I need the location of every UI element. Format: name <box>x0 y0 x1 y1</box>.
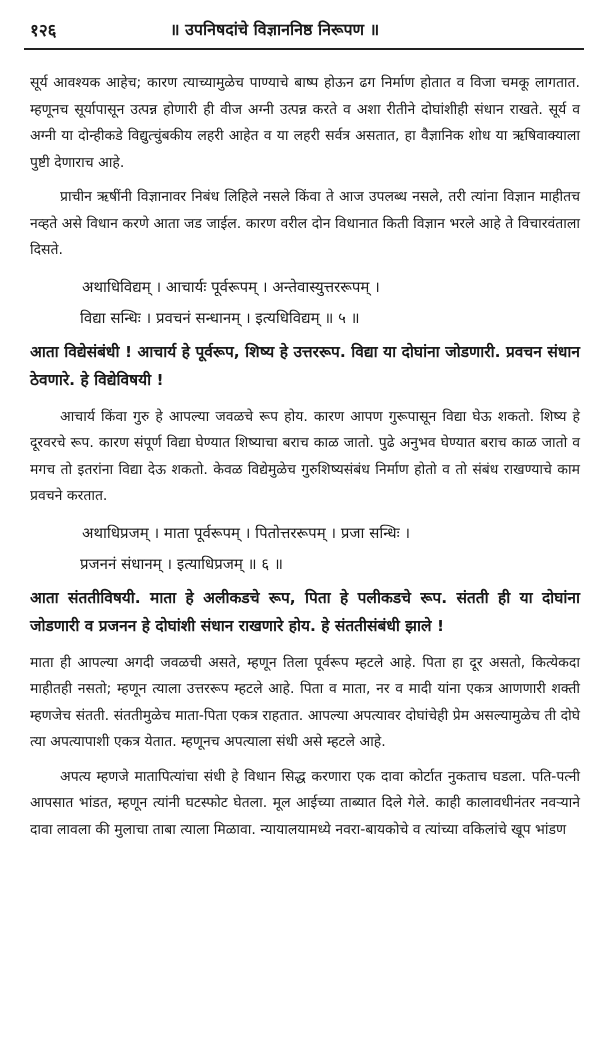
header-divider <box>24 48 584 50</box>
paragraph-ancient-science: प्राचीन ऋषींनी विज्ञानावर निबंध लिहिले नसले किंवा ते आज उपलब्ध नसले, तरी त्यांना विज्ञान माहीतच नव्हते असे विधान करणे आता जड जाईल. कारण वरील दोन विधानात किती विज्ञान भरले आहे ते विचारवंताला दिसते. <box>30 189 580 258</box>
running-title: ॥ उपनिषदांचे विज्ञाननिष्ठ निरूपण ॥ <box>170 20 380 39</box>
paragraph-mata-pita: माता ही आपल्या अगदी जवळची असते, म्हणून तिला पूर्वरूप म्हटले आहे. पिता हा दूर असतो, कित्येकदा माहीतही नसतो; म्हणून त्याला उत्तररूप म्हटले आहे. पिता व माता, नर व मादी यांना एकत्र आणणारी शक्ती म्हणजेच संतती. संततीमुळेच माता-पिता एकत्र राहतात. आपल्या अपत्यावर दोघांचेही प्रेम असल्यामुळेच ती दोघे त्या अपत्यापाशी एकत्र येतात. म्हणूनच अपत्याला संधी असे म्हटले आहे. <box>30 654 580 750</box>
page-header <box>30 14 580 50</box>
page-body <box>30 70 580 843</box>
paragraph-guru-shishya: आचार्य किंवा गुरु हे आपल्या जवळचे रूप होय. कारण आपण गुरूपासून विद्या घेऊ शकतो. शिष्य हे दूरवरचे रूप. कारण संपूर्ण विद्या घेण्यात शिष्याचा बराच काळ जातो. पुढे अनुभव घेण्यात बराच काळ जातो व मगच तो इतरांना विद्या देऊ शकतो. केवळ विद्येमुळेच गुरुशिष्यसंबंध निर्माण होतो व तो संबंध राखण्याचे काम प्रवचने करतात. <box>30 408 580 504</box>
sanskrit-verse-adhividyam <box>30 272 580 334</box>
verse-line: विद्या सन्धिः । प्रवचनं सन्धानम् । इत्यधिविद्यम् ॥ ५ ॥ <box>80 308 360 327</box>
book-page <box>0 14 600 1054</box>
verse-line: अथाधिविद्यम् । आचार्यः पूर्वरूपम् । अन्तेवास्युत्तररूपम् । <box>82 277 380 296</box>
paragraph-sun-agni: सूर्य आवश्यक आहेच; कारण त्याच्यामुळेच पाण्याचे बाष्प होऊन ढग निर्माण होतात व विजा चमकू लागतात. म्हणूनच सूर्यापासून उत्पन्न होणारी ही वीज अग्नी उत्पन्न करते व अशा रीतीने दोघांशीही संधान राखते. सूर्य व अग्नी या दोन्हीकडे विद्युत्चुंबकीय लहरी आहेत व या लहरी सर्वत्र असतात, हा वैज्ञानिक शोध या ऋषिवाक्याला पुष्टी देणाराच आहे. <box>30 75 580 171</box>
paragraph-vidya-meaning: आता विद्येसंबंधी ! आचार्य हे पूर्वरूप, शिष्य हे उत्तररूप. विद्या या दोघांना जोडणारी. प्रवचन संधान ठेवणारे. हे विद्येविषयी ! <box>30 342 580 389</box>
verse-line: प्रजननं संधानम् । इत्याधिप्रजम् ॥ ६ ॥ <box>80 554 283 573</box>
sanskrit-verse-adhiprajam <box>30 518 580 580</box>
verse-line: अथाधिप्रजम् । माता पूर्वरूपम् । पितोत्तररूपम् । प्रजा सन्धिः । <box>82 523 411 542</box>
paragraph-court-case: अपत्य म्हणजे मातापित्यांचा संधी हे विधान सिद्ध करणारा एक दावा कोर्टात नुकताच घडला. पति-पत्नी आपसात भांडत, म्हणून त्यांनी घटस्फोट घेतला. मूल आईच्या ताब्यात दिले गेले. काही कालावधीनंतर नवऱ्याने दावा लावला की मुलाचा ताबा त्याला मिळावा. न्यायालयामध्ये नवरा-बायकोचे व त्यांच्या वकिलांचे खूप भांडण <box>30 768 580 838</box>
page-number: १२६ <box>30 21 57 41</box>
paragraph-santati-meaning: आता संततीविषयी. माता हे अलीकडचे रूप, पिता हे पलीकडचे रूप. संतती ही या दोघांना जोडणारी व प्रजनन हे दोघांशी संधान राखणारे होय. हे संततीसंबंधी झाले ! <box>30 588 580 635</box>
